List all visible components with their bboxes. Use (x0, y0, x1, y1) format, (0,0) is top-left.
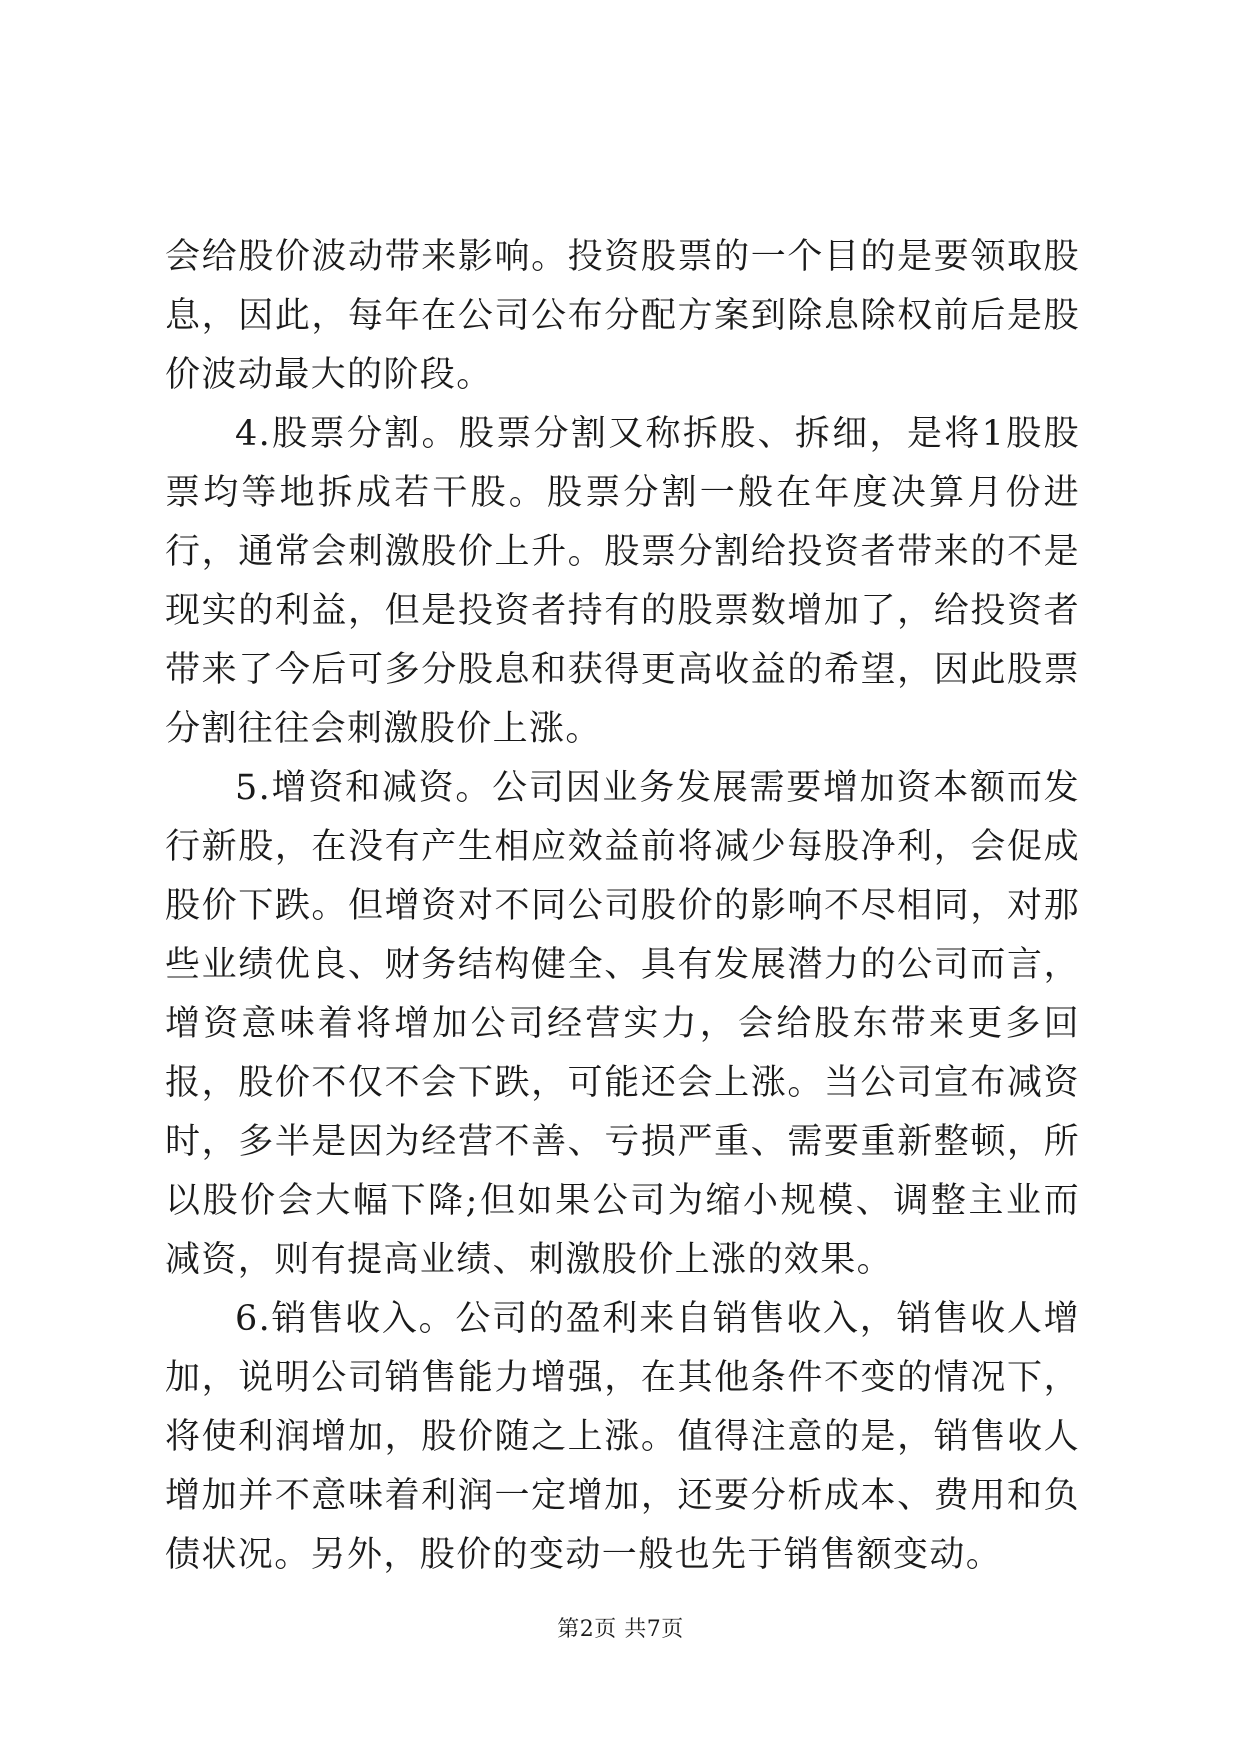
page-body (165, 228, 1080, 1585)
paragraph-capital-change: 5.增资和减资。公司因业务发展需要增加资本额而发行新股，在没有产生相应效益前将减少每股净利，会促成股价下跌。但增资对不同公司股价的影响不尽相同，对那些业绩优良、财务结构健全、具有发展潜力的公司而言，增资意味着将增加公司经营实力，会给股东带来更多回报，股价不仅不会下跌，可能还会上涨。当公司宣布减资时，多半是因为经营不善、亏损严重、需要重新整顿，所以股价会大幅下降;但如果公司为缩小规模、调整主业而减资，则有提高业绩、刺激股价上涨的效果。 (165, 768, 1080, 1280)
paragraph-sales-revenue: 6.销售收入。公司的盈利来自销售收入，销售收人增加，说明公司销售能力增强，在其他条件不变的情况下，将使利润增加，股价随之上涨。值得注意的是，销售收人增加并不意味着利润一定增加，还要分析成本、费用和负债状况。另外，股价的变动一般也先于销售额变动。 (165, 1299, 1080, 1575)
paragraph-continuation: 会给股价波动带来影响。投资股票的一个目的是要领取股息，因此，每年在公司公布分配方案到除息除权前后是股价波动最大的阶段。 (165, 237, 1080, 395)
paragraph-stock-split: 4.股票分割。股票分割又称拆股、拆细，是将1股股票均等地拆成若干股。股票分割一般在年度决算月份进行，通常会刺激股价上升。股票分割给投资者带来的不是现实的利益，但是投资者持有的股票数增加了，给投资者带来了今后可多分股息和获得更高收益的希望，因此股票分割往往会刺激股价上涨。 (165, 414, 1080, 749)
page-footer: 第2页 共7页 (557, 1617, 684, 1642)
